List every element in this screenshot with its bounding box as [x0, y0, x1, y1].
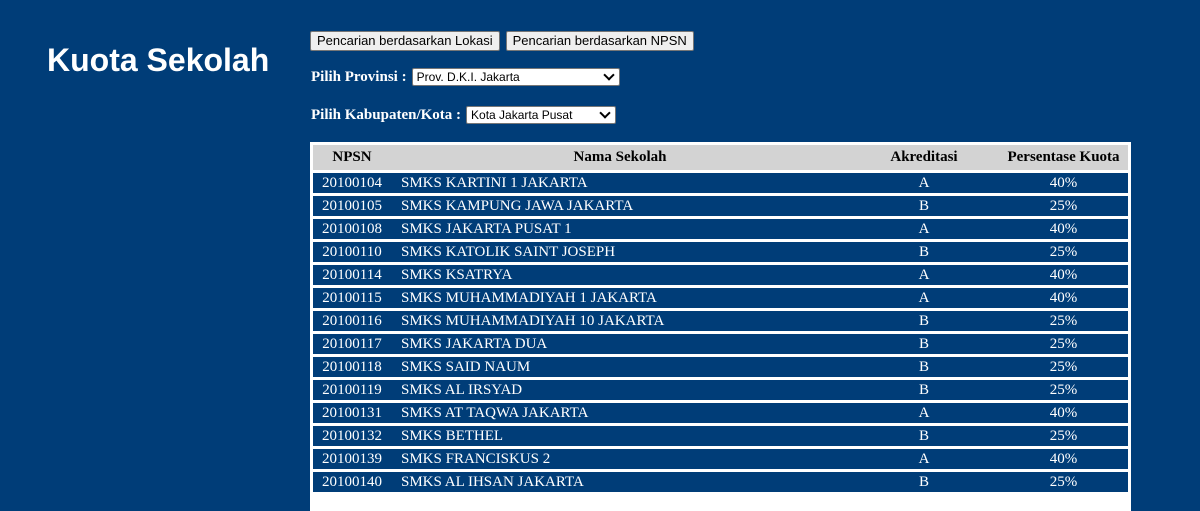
accreditation-cell: B: [849, 242, 999, 262]
table-row: [313, 265, 1128, 285]
school-name-cell: SMKS AL IHSAN JAKARTA: [391, 472, 849, 492]
accreditation-cell: B: [849, 196, 999, 216]
accreditation-cell: B: [849, 311, 999, 331]
school-name-cell: SMKS SAID NAUM: [391, 357, 849, 377]
accreditation-cell: A: [849, 288, 999, 308]
school-name-cell: SMKS JAKARTA DUA: [391, 334, 849, 354]
npsn-cell: 20100132: [313, 426, 391, 446]
quota-cell: 40%: [999, 403, 1128, 423]
accreditation-cell: A: [849, 173, 999, 193]
table-row: [313, 380, 1128, 400]
table-row: [313, 196, 1128, 216]
page-title: Kuota Sekolah: [47, 42, 270, 78]
quota-cell: 25%: [999, 472, 1128, 492]
table-body: [313, 173, 1128, 492]
regency-select[interactable]: [466, 106, 616, 124]
accreditation-cell: A: [849, 449, 999, 469]
school-name-cell: SMKS AT TAQWA JAKARTA: [391, 403, 849, 423]
table-row: [313, 403, 1128, 423]
header-nama-sekolah: Nama Sekolah: [391, 145, 849, 170]
province-filter: [311, 68, 620, 86]
accreditation-cell: A: [849, 219, 999, 239]
accreditation-cell: A: [849, 265, 999, 285]
table-row: [313, 219, 1128, 239]
accreditation-cell: B: [849, 472, 999, 492]
school-name-cell: SMKS MUHAMMADIYAH 10 JAKARTA: [391, 311, 849, 331]
quota-cell: 25%: [999, 196, 1128, 216]
school-name-cell: SMKS AL IRSYAD: [391, 380, 849, 400]
regency-label: Pilih Kabupaten/Kota :: [311, 106, 462, 123]
school-name-cell: SMKS FRANCISKUS 2: [391, 449, 849, 469]
quota-cell: 40%: [999, 219, 1128, 239]
school-name-cell: SMKS KARTINI 1 JAKARTA: [391, 173, 849, 193]
accreditation-cell: B: [849, 334, 999, 354]
school-name-cell: SMKS MUHAMMADIYAH 1 JAKARTA: [391, 288, 849, 308]
search-mode-buttons: [310, 31, 694, 51]
quota-cell: 25%: [999, 334, 1128, 354]
quota-cell: 25%: [999, 380, 1128, 400]
quota-cell: 40%: [999, 449, 1128, 469]
school-name-cell: SMKS KAMPUNG JAWA JAKARTA: [391, 196, 849, 216]
npsn-cell: 20100115: [313, 288, 391, 308]
search-by-npsn-button[interactable]: Pencarian berdasarkan NPSN: [506, 31, 694, 51]
table-row: [313, 311, 1128, 331]
quota-cell: 25%: [999, 357, 1128, 377]
table-row: [313, 334, 1128, 354]
quota-cell: 40%: [999, 265, 1128, 285]
npsn-cell: 20100117: [313, 334, 391, 354]
quota-cell: 25%: [999, 426, 1128, 446]
table-header-row: [313, 145, 1128, 170]
npsn-cell: 20100140: [313, 472, 391, 492]
npsn-cell: 20100114: [313, 265, 391, 285]
school-quota-table: [313, 142, 1128, 495]
table-row: [313, 357, 1128, 377]
school-name-cell: SMKS BETHEL: [391, 426, 849, 446]
table-row: [313, 472, 1128, 492]
quota-cell: 25%: [999, 242, 1128, 262]
accreditation-cell: B: [849, 380, 999, 400]
table-row: [313, 288, 1128, 308]
npsn-cell: 20100116: [313, 311, 391, 331]
quota-cell: 25%: [999, 311, 1128, 331]
npsn-cell: 20100104: [313, 173, 391, 193]
chevron-down-icon: [603, 69, 614, 80]
header-persentase-kuota: Persentase Kuota: [999, 145, 1128, 170]
npsn-cell: 20100108: [313, 219, 391, 239]
school-quota-table-container: [310, 142, 1131, 511]
accreditation-cell: A: [849, 403, 999, 423]
regency-select-value: Kota Jakarta Pusat: [471, 108, 573, 122]
province-select-value: Prov. D.K.I. Jakarta: [416, 70, 520, 84]
npsn-cell: 20100118: [313, 357, 391, 377]
regency-filter: [311, 106, 616, 124]
province-label: Pilih Provinsi :: [311, 68, 407, 85]
npsn-cell: 20100105: [313, 196, 391, 216]
quota-cell: 40%: [999, 173, 1128, 193]
table-row: [313, 173, 1128, 193]
npsn-cell: 20100110: [313, 242, 391, 262]
chevron-down-icon: [599, 107, 610, 118]
school-name-cell: SMKS JAKARTA PUSAT 1: [391, 219, 849, 239]
province-select[interactable]: [412, 68, 620, 86]
table-row: [313, 449, 1128, 469]
accreditation-cell: B: [849, 357, 999, 377]
school-name-cell: SMKS KATOLIK SAINT JOSEPH: [391, 242, 849, 262]
npsn-cell: 20100131: [313, 403, 391, 423]
header-npsn: NPSN: [313, 145, 391, 170]
table-row: [313, 242, 1128, 262]
school-name-cell: SMKS KSATRYA: [391, 265, 849, 285]
accreditation-cell: B: [849, 426, 999, 446]
quota-cell: 40%: [999, 288, 1128, 308]
search-by-location-button[interactable]: Pencarian berdasarkan Lokasi: [310, 31, 500, 51]
npsn-cell: 20100139: [313, 449, 391, 469]
table-row: [313, 426, 1128, 446]
npsn-cell: 20100119: [313, 380, 391, 400]
header-akreditasi: Akreditasi: [849, 145, 999, 170]
